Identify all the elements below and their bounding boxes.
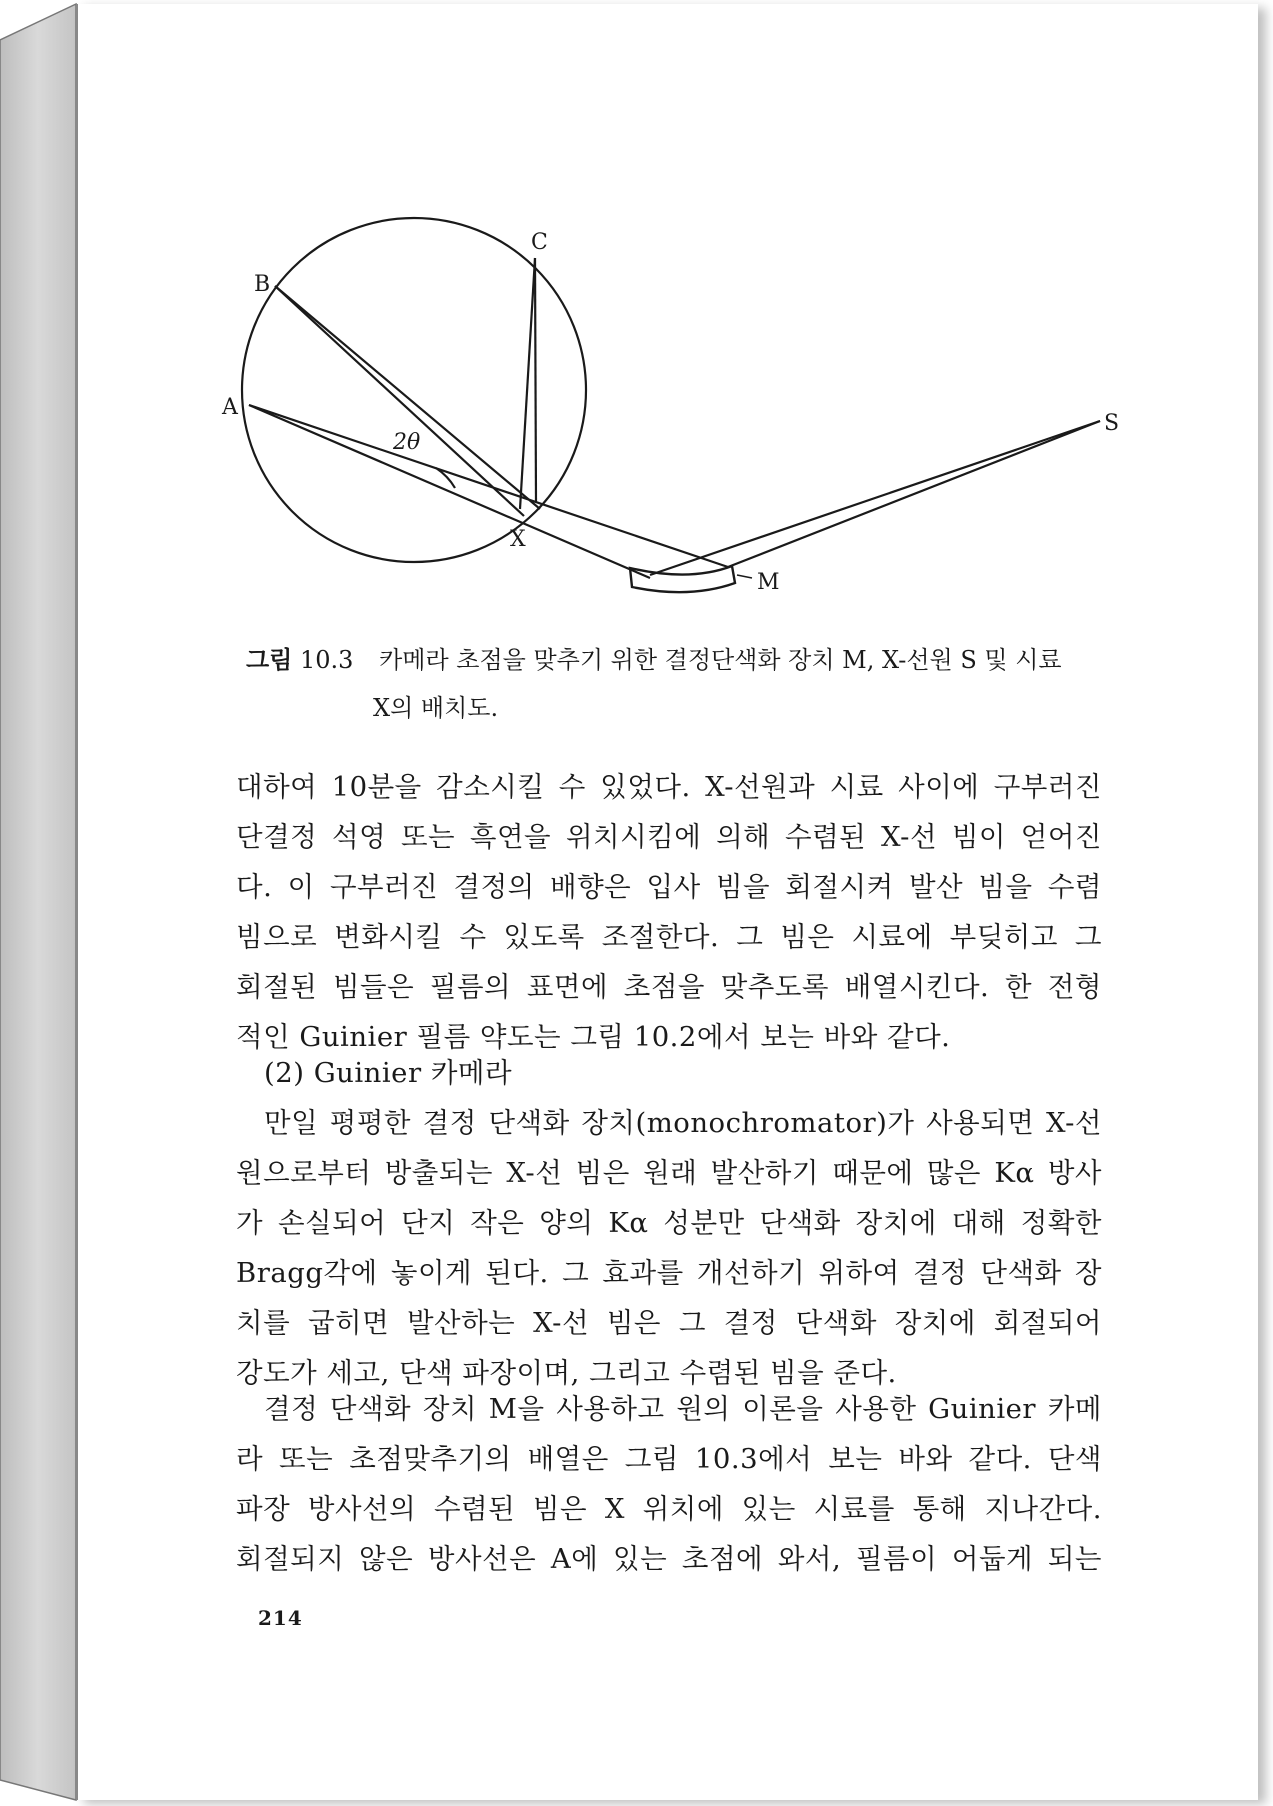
paragraph-line: 강도가 세고, 단색 파장이며, 그리고 수렴된 빔을 준다.: [236, 1357, 897, 1389]
paragraph-line: 치를 굽히면 발산하는 X-선 빔은 그 결정 단색화 장치에 회절되어: [236, 1307, 1102, 1339]
caption-label: 그림: [246, 645, 293, 674]
paragraph-1: [236, 762, 1102, 1062]
paragraph-3: [236, 1384, 1102, 1584]
paragraph-line: 단결정 석영 또는 흑연을 위치시킴에 의해 수렴된 X-선 빔이 얻어진: [236, 821, 1102, 853]
page-number: 214: [258, 1606, 303, 1630]
paragraph-line: 빔으로 변화시킬 수 있도록 조절한다. 그 빔은 시료에 부딪히고 그: [236, 921, 1102, 953]
paragraph-line: 원으로부터 방출되는 X-선 빔은 원래 발산하기 때문에 많은 Kα 방사: [236, 1157, 1102, 1189]
paragraph-2: [236, 1098, 1102, 1398]
caption-line-1: 카메라 초점을 맞추기 위한 결정단색화 장치 M, X-선원 S 및 시료: [379, 646, 1062, 674]
section-heading: [236, 1048, 1102, 1098]
label-angle: 2θ: [393, 430, 421, 455]
paragraph-line: 만일 평평한 결정 단색화 장치(monochromator)가 사용되면 X-선: [264, 1107, 1102, 1139]
caption-number: 10.3: [300, 646, 354, 674]
paragraph-line: 대하여 10분을 감소시킬 수 있었다. X-선원과 시료 사이에 구부러진: [236, 771, 1102, 803]
label-s: S: [1104, 411, 1120, 436]
paragraph-line: Bragg각에 놓이게 된다. 그 효과를 개선하기 위하여 결정 단색화 장: [236, 1257, 1102, 1289]
figure-caption: [246, 636, 1126, 732]
paragraph-line: 회절되지 않은 방사선은 A에 있는 초점에 와서, 필름이 어둡게 되는: [236, 1543, 1102, 1575]
paragraph-line: 다. 이 구부러진 결정의 배향은 입사 빔을 회절시켜 발산 빔을 수렴: [236, 871, 1102, 903]
paragraph-line: 적인 Guinier 필름 약도는 그림 10.2에서 보는 바와 같다.: [236, 1021, 951, 1053]
paragraph-line: 결정 단색화 장치 M을 사용하고 원의 이론을 사용한 Guinier 카메: [264, 1393, 1102, 1425]
paragraph-line: 라 또는 초점맞추기의 배열은 그림 10.3에서 보는 바와 같다. 단색: [236, 1443, 1102, 1475]
label-x: X: [510, 527, 526, 552]
label-m: M: [757, 570, 780, 595]
label-c: C: [531, 230, 548, 255]
section-heading-text: (2) Guinier 카메라: [264, 1057, 513, 1089]
label-b: B: [254, 272, 271, 297]
book-page-edge: [0, 0, 78, 1806]
label-a: A: [222, 395, 238, 420]
paragraph-line: 회절된 빔들은 필름의 표면에 초점을 맞추도록 배열시킨다. 한 전형: [236, 971, 1102, 1003]
paragraph-line: 파장 방사선의 수렴된 빔은 X 위치에 있는 시료를 통해 지나간다.: [236, 1493, 1102, 1525]
paragraph-line: 가 손실되어 단지 작은 양의 Kα 성분만 단색화 장치에 대해 정확한: [236, 1207, 1102, 1239]
caption-line-2: X의 배치도.: [373, 694, 499, 722]
